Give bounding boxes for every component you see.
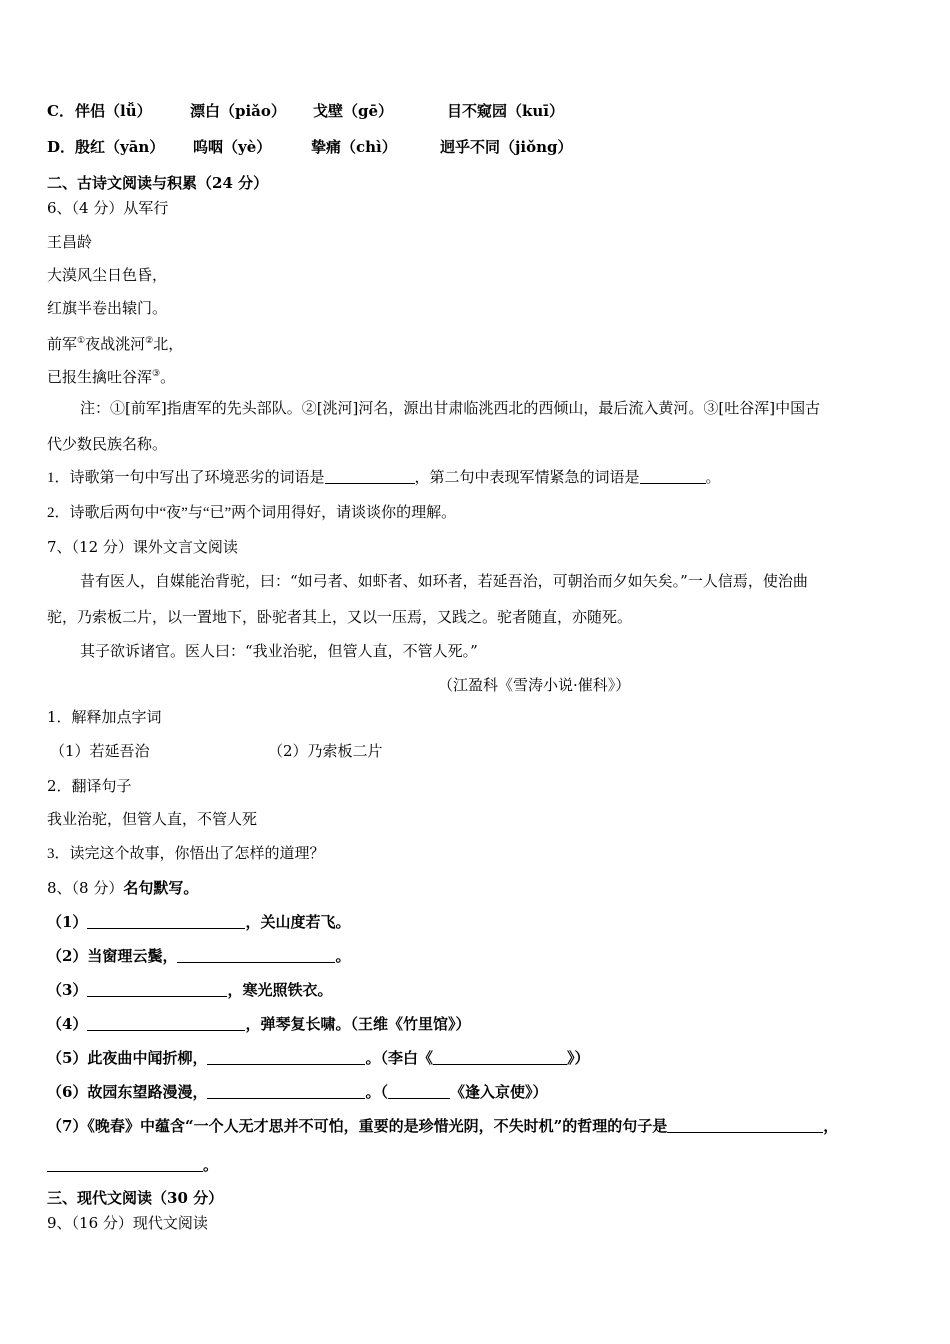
option-c-item-2: 漂白（piǎo） bbox=[190, 102, 286, 120]
option-d-item-3: 挚痛（chì） bbox=[311, 138, 397, 156]
question-6-1-text-b: ，第二句中表现军情紧急的词语是 bbox=[414, 470, 640, 486]
fill-item-5 bbox=[47, 1048, 589, 1068]
question-9-title: 9、（16 分）现代文阅读 bbox=[47, 1214, 208, 1232]
question-8-heading: 名句默写。 bbox=[123, 879, 199, 897]
answer-blank[interactable] bbox=[177, 947, 335, 963]
fill-item-6-mid: 。（ bbox=[365, 1083, 388, 1101]
passage-source: （江盈科《雪涛小说·催科》） bbox=[438, 676, 631, 694]
question-7-1-b: （2）乃索板二片 bbox=[268, 742, 383, 760]
fill-item-1-pre: （1） bbox=[47, 913, 88, 931]
question-6-1-end: 。 bbox=[705, 470, 721, 486]
poem-line-3-c: 北， bbox=[153, 335, 184, 353]
question-6-2: 2．诗歌后两句中“夜”与“已”两个词用得好，请谈谈你的理解。 bbox=[47, 505, 457, 521]
poem-line-3-a: 前军 bbox=[47, 335, 78, 353]
answer-blank[interactable] bbox=[640, 468, 706, 484]
question-7-3: 3．读完这个故事，你悟出了怎样的道理？ bbox=[47, 846, 325, 862]
footnote-marker-3: ③ bbox=[152, 369, 161, 379]
fill-item-4 bbox=[47, 1014, 470, 1034]
question-8-number: 8、（8 分） bbox=[47, 879, 124, 897]
answer-blank[interactable] bbox=[433, 1049, 567, 1065]
option-d-item-2: 呜咽（yè） bbox=[193, 138, 272, 156]
fill-item-1 bbox=[47, 912, 350, 932]
section-heading-2: 二、古诗文阅读与积累（24 分） bbox=[47, 174, 269, 192]
question-6-title: 6、（4 分）从军行 bbox=[47, 199, 169, 217]
answer-blank[interactable] bbox=[325, 468, 415, 484]
answer-blank[interactable] bbox=[87, 981, 227, 997]
fill-item-3-post: ，寒光照铁衣。 bbox=[227, 981, 333, 999]
fill-item-6-pre: （6）故园东望路漫漫， bbox=[47, 1083, 208, 1101]
question-7-title: 7、（12 分）课外文言文阅读 bbox=[47, 538, 238, 556]
poem-line-1: 大漠风尘日色昏， bbox=[47, 266, 168, 284]
fill-item-6-post: 《逢入京使》） bbox=[449, 1083, 548, 1101]
poem-line-4-text: 已报生擒吐谷浑 bbox=[47, 368, 153, 386]
fill-item-5-post: 》） bbox=[566, 1049, 590, 1067]
poem-author: 王昌龄 bbox=[47, 233, 93, 251]
question-6-1 bbox=[47, 468, 721, 488]
fill-item-1-post: ，关山度若飞。 bbox=[245, 913, 351, 931]
fill-item-2-post: 。 bbox=[335, 947, 351, 965]
answer-blank[interactable] bbox=[388, 1083, 450, 1099]
answer-blank[interactable] bbox=[667, 1117, 823, 1133]
question-7-2: 2．翻译句子 bbox=[47, 777, 132, 795]
fill-item-2 bbox=[47, 946, 350, 966]
passage-para-2: 其子欲诉诸官。医人曰：“我业治驼，但管人直，不管人死。” bbox=[80, 642, 478, 660]
answer-blank[interactable] bbox=[207, 1083, 365, 1099]
passage-para-1-line-2: 驼，乃索板二片，以一置地下，卧驼者其上，又以一压焉，又践之。驼者随直，亦随死。 bbox=[47, 608, 633, 626]
section-heading-3: 三、现代文阅读（30 分） bbox=[47, 1189, 224, 1207]
question-6-1-text-a: 1．诗歌第一句中写出了环境恶劣的词语是 bbox=[47, 470, 325, 486]
option-d-item-1: 殷红（yān） bbox=[75, 138, 165, 156]
question-7-2-sentence: 我业治驼，但管人直，不管人死 bbox=[47, 812, 258, 828]
fill-item-5-pre: （5）此夜曲中闻折柳， bbox=[47, 1049, 208, 1067]
option-d-label: D． bbox=[47, 138, 76, 156]
option-c-label: C． bbox=[47, 102, 74, 120]
fill-item-7-comma: ， bbox=[823, 1117, 839, 1135]
option-d-item-4: 迥乎不同（jiǒng） bbox=[440, 138, 573, 156]
fill-item-6 bbox=[47, 1082, 547, 1102]
passage-para-1-line-1: 昔有医人，自媒能治背驼，曰：“如弓者、如虾者、如环者，若延吾治，可朝治而夕如矢矣。”一人信焉，使治曲 bbox=[80, 572, 808, 590]
answer-blank[interactable] bbox=[87, 913, 245, 929]
poem-notes-line-2: 代少数民族名称。 bbox=[47, 435, 168, 453]
poem-notes-line-1: 注：①[前军]指唐军的先头部队。②[洮河]河名，源出甘肃临洮西北的西倾山，最后流入黄河。③[吐谷浑]中国古 bbox=[80, 399, 821, 417]
fill-item-5-mid: 。（李白《 bbox=[365, 1049, 433, 1067]
fill-item-3 bbox=[47, 980, 332, 1000]
poem-line-3-b: 夜战洮河 bbox=[85, 335, 146, 353]
poem-line-3 bbox=[47, 331, 183, 354]
question-8-title bbox=[47, 878, 198, 898]
footnote-marker-1: ① bbox=[77, 336, 86, 346]
fill-item-3-pre: （3） bbox=[47, 981, 88, 999]
fill-item-7-pre: （7）《晚春》中蕴含“一个人无才思并不可怕，重要的是珍惜光阴，不失时机”的哲理的句子是 bbox=[47, 1117, 668, 1135]
fill-item-7 bbox=[47, 1116, 838, 1136]
answer-blank[interactable] bbox=[47, 1156, 203, 1172]
poem-line-4: 已报生擒吐谷浑③。 bbox=[47, 368, 176, 386]
fill-item-2-pre: （2）当窗理云鬓， bbox=[47, 947, 178, 965]
option-c-item-1: 伴侣（lǚ） bbox=[75, 102, 152, 120]
question-7-1-a: （1）若延吾治 bbox=[50, 742, 150, 760]
footnote-marker-2: ② bbox=[145, 336, 154, 346]
fill-item-4-post: ，弹琴复长啸。（王维《竹里馆》） bbox=[245, 1015, 471, 1033]
question-7-1: 1．解释加点字词 bbox=[47, 708, 162, 726]
poem-line-2: 红旗半卷出辕门。 bbox=[47, 299, 168, 317]
option-c-item-4: 目不窥园（kuī） bbox=[447, 102, 564, 120]
answer-blank[interactable] bbox=[87, 1015, 245, 1031]
option-c-item-3: 戈壁（gē） bbox=[313, 102, 394, 120]
fill-item-7-end: 。 bbox=[203, 1156, 219, 1174]
answer-blank[interactable] bbox=[207, 1049, 365, 1065]
fill-item-7-continued bbox=[47, 1155, 218, 1175]
fill-item-4-pre: （4） bbox=[47, 1015, 88, 1033]
